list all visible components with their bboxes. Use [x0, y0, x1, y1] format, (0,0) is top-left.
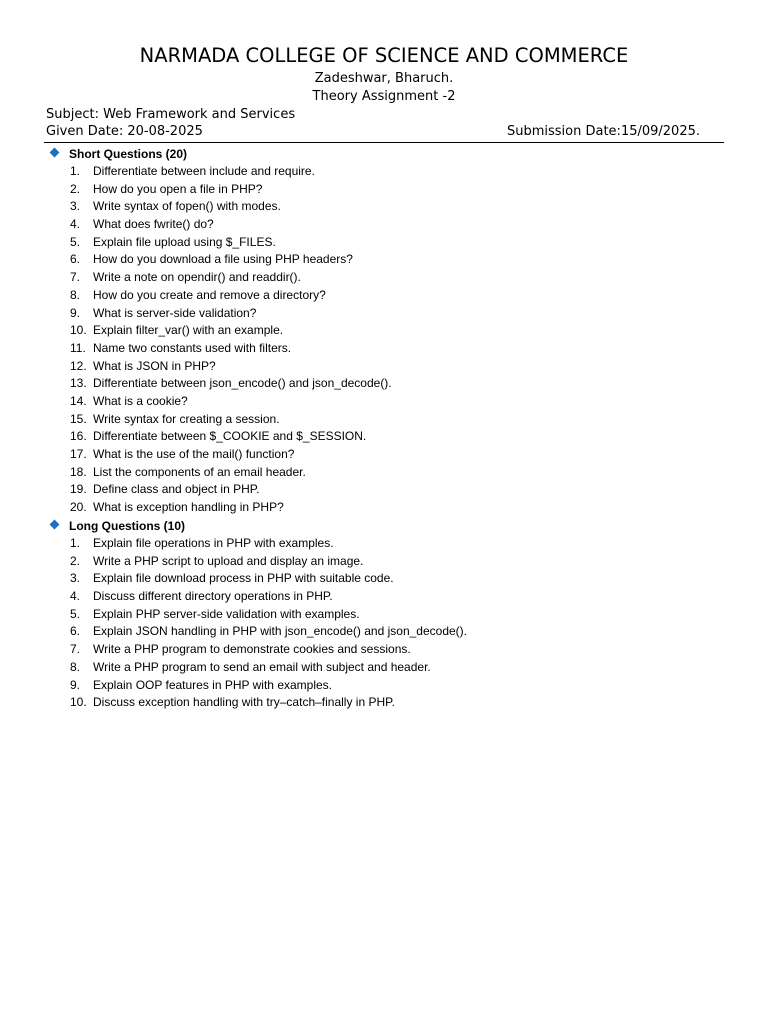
- question-number: 11.: [70, 340, 86, 355]
- question-number: 9.: [70, 677, 81, 692]
- question-item: [0, 677, 768, 695]
- question-number: 18.: [70, 464, 87, 479]
- short-questions-section: [0, 145, 768, 517]
- question-text: What is exception handling in PHP?: [93, 500, 284, 515]
- question-number: 19.: [70, 482, 87, 497]
- question-item: [0, 623, 768, 641]
- question-item: [0, 358, 768, 376]
- given-date: Given Date: 20-08-2025: [46, 124, 203, 139]
- question-item: [0, 535, 768, 553]
- question-text: Explain file operations in PHP with examples.: [93, 536, 334, 550]
- question-text: Discuss exception handling with try–catch–finally in PHP.: [93, 695, 395, 710]
- question-text: Explain PHP server-side validation with examples.: [93, 606, 360, 621]
- section-heading-text: Short Questions (20): [69, 147, 188, 161]
- question-number: 2.: [70, 553, 81, 568]
- header-divider: [44, 142, 724, 143]
- question-number: 8.: [70, 287, 81, 302]
- question-item: [0, 181, 768, 199]
- question-number: 12.: [70, 358, 87, 373]
- question-item: [0, 340, 768, 358]
- question-text: Write a PHP program to demonstrate cookies and sessions.: [93, 642, 411, 657]
- question-text: Differentiate between $_COOKIE and $_SESSION.: [93, 429, 367, 444]
- question-number: 13.: [70, 376, 87, 391]
- question-item: [0, 446, 768, 464]
- question-text: Name two constants used with filters.: [93, 340, 292, 355]
- question-text: Explain filter_var() with an example.: [93, 323, 284, 338]
- diamond-bullet-icon: [50, 520, 60, 530]
- question-text: How do you create and remove a directory?: [93, 287, 326, 302]
- diamond-bullet-icon: [50, 148, 60, 158]
- question-item: [0, 251, 768, 269]
- question-number: 10.: [70, 323, 87, 338]
- question-number: 3.: [70, 571, 81, 586]
- question-number: 8.: [70, 659, 81, 674]
- question-text: Write a PHP script to upload and display an image.: [93, 553, 364, 568]
- question-item: [0, 375, 768, 393]
- long-questions-heading: [0, 517, 768, 535]
- question-number: 2.: [70, 181, 81, 196]
- long-questions-section: [0, 517, 768, 712]
- question-number: 1.: [70, 164, 81, 178]
- question-text: How do you open a file in PHP?: [93, 181, 263, 196]
- question-item: [0, 694, 768, 712]
- question-number: 14.: [70, 393, 87, 408]
- question-number: 3.: [70, 199, 81, 214]
- question-number: 16.: [70, 429, 87, 444]
- question-text: Write a PHP program to send an email with subject and header.: [93, 659, 431, 674]
- question-text: Write a note on opendir() and readdir().: [93, 270, 301, 285]
- question-item: [0, 659, 768, 677]
- question-item: [0, 411, 768, 429]
- question-text: Explain OOP features in PHP with examples.: [93, 677, 333, 692]
- long-questions-list: [0, 535, 768, 712]
- question-number: 15.: [70, 411, 87, 426]
- question-number: 5.: [70, 234, 81, 249]
- question-text: Explain file download process in PHP with suitable code.: [93, 571, 394, 586]
- question-text: Differentiate between json_encode() and json_decode().: [93, 376, 392, 391]
- question-item: [0, 269, 768, 287]
- question-item: [0, 553, 768, 571]
- question-item: [0, 216, 768, 234]
- question-number: 6.: [70, 252, 81, 267]
- question-text: Write syntax for creating a session.: [93, 411, 280, 426]
- question-text: What does fwrite() do?: [93, 217, 214, 232]
- question-item: [0, 428, 768, 446]
- question-item: [0, 163, 768, 181]
- subject-line: Subject: Web Framework and Services: [46, 107, 296, 122]
- question-number: 4.: [70, 589, 81, 604]
- question-item: [0, 287, 768, 305]
- assignment-title: Theory Assignment -2: [312, 89, 456, 104]
- question-number: 7.: [70, 642, 81, 657]
- question-text: What is a cookie?: [93, 393, 188, 408]
- short-questions-heading: [0, 145, 768, 163]
- question-text: Explain JSON handling in PHP with json_encode() and json_decode().: [93, 624, 467, 639]
- college-address: Zadeshwar, Bharuch.: [314, 71, 454, 86]
- college-title: NARMADA COLLEGE OF SCIENCE AND COMMERCE: [139, 44, 629, 67]
- question-item: [0, 481, 768, 499]
- short-questions-list: [0, 163, 768, 517]
- question-text: What is JSON in PHP?: [93, 358, 216, 373]
- question-item: [0, 198, 768, 216]
- question-number: 20.: [70, 500, 87, 515]
- question-number: 17.: [70, 447, 87, 461]
- question-text: List the components of an email header.: [93, 464, 306, 479]
- question-number: 4.: [70, 217, 81, 232]
- question-item: [0, 588, 768, 606]
- question-item: [0, 234, 768, 252]
- question-text: Differentiate between include and require.: [93, 164, 315, 178]
- question-text: How do you download a file using PHP headers?: [93, 252, 353, 267]
- question-text: What is the use of the mail() function?: [93, 447, 295, 461]
- submission-date: Submission Date:15/09/2025.: [506, 124, 700, 139]
- question-text: What is server-side validation?: [93, 305, 257, 320]
- question-number: 1.: [70, 536, 81, 550]
- question-number: 5.: [70, 606, 81, 621]
- question-number: 10.: [70, 695, 87, 710]
- question-item: [0, 464, 768, 482]
- question-item: [0, 393, 768, 411]
- question-item: [0, 305, 768, 323]
- question-item: [0, 641, 768, 659]
- question-item: [0, 606, 768, 624]
- question-number: 6.: [70, 624, 81, 639]
- question-text: Discuss different directory operations in PHP.: [93, 589, 333, 604]
- question-text: Write syntax of fopen() with modes.: [93, 199, 281, 214]
- question-number: 9.: [70, 305, 81, 320]
- question-item: [0, 322, 768, 340]
- question-item: [0, 570, 768, 588]
- question-number: 7.: [70, 270, 81, 285]
- question-item: [0, 499, 768, 517]
- question-text: Explain file upload using $_FILES.: [93, 234, 276, 249]
- question-text: Define class and object in PHP.: [93, 482, 260, 497]
- section-heading-text: Long Questions (10): [69, 519, 186, 533]
